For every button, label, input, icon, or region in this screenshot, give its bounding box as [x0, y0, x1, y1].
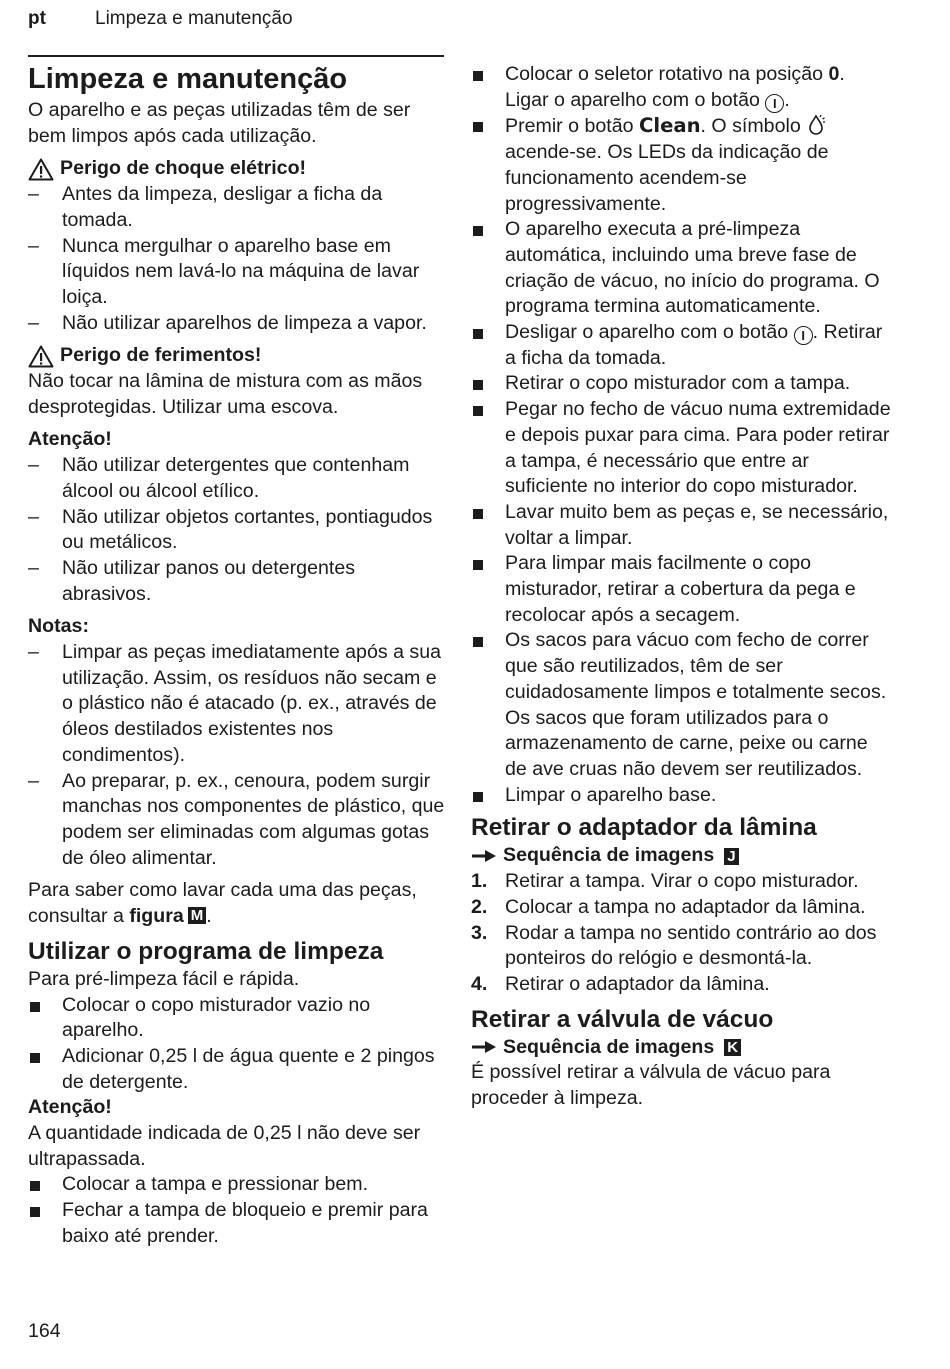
- warning-title: Perigo de ferimentos!: [60, 344, 262, 367]
- list-item: – Nunca mergulhar o aparelho base em líquidos nem lavá-lo na máquina de lavar loiça.: [28, 234, 446, 311]
- injury-warning-text: Não tocar na lâmina de mistura com as mãos desprotegidas. Utilizar uma escova.: [28, 370, 423, 418]
- page-number: 164: [28, 1320, 61, 1342]
- attention-heading: Atenção!: [28, 428, 112, 451]
- position-value: 0: [828, 63, 840, 85]
- step-text: . O símbolo: [700, 115, 801, 138]
- list-item: – Não utilizar detergentes que contenham álcool ou álcool etílico.: [28, 453, 446, 504]
- step-text: Colocar o seletor rotativo na posição: [505, 63, 824, 85]
- list-item: Adicionar 0,25 l de água quente e 2 pingos de detergente.: [28, 1044, 446, 1095]
- step-text-end: .: [784, 88, 790, 111]
- step-text: Retirar a tampa. Virar o copo misturador.: [505, 870, 859, 893]
- language-code: pt: [28, 8, 46, 29]
- numbered-item: [471, 921, 891, 972]
- list-item: Retirar o copo misturador com a tampa.: [471, 371, 891, 397]
- step-number: 4.: [471, 972, 488, 995]
- electric-shock-warning-list: [28, 182, 446, 336]
- injury-warning-heading: [28, 343, 446, 369]
- step-text: . Retirar a ficha da tomada.: [505, 321, 883, 369]
- step-text: . Ligar o aparelho com o botão: [505, 63, 845, 111]
- numbered-item: [471, 972, 891, 998]
- list-item: – Antes da limpeza, desligar a ficha da tomada.: [28, 182, 446, 233]
- image-sequence-reference: [471, 843, 891, 869]
- page-header: [28, 8, 293, 30]
- notes-heading: Notas:: [28, 615, 89, 638]
- arrow-right-icon: [471, 1040, 497, 1054]
- attention-text: A quantidade indicada de 0,25 l não deve ser ultrapassada.: [28, 1122, 421, 1170]
- sequence-letter-badge: K: [724, 1039, 741, 1056]
- list-item: – Não utilizar aparelhos de limpeza a vapor.: [28, 311, 446, 337]
- power-button-icon: I: [794, 326, 813, 345]
- cleaning-steps-list: [28, 993, 446, 1096]
- figure-letter-badge: M: [188, 907, 207, 924]
- electric-shock-warning-heading: [28, 156, 446, 182]
- sequence-label: Sequência de imagens: [503, 844, 715, 867]
- program-steps-list: [471, 62, 891, 808]
- list-item: – Limpar as peças imediatamente após a sua utilização. Assim, os resíduos não secam e o plástico não é atacado (p. ex., através de óleos destilados existentes nos condimentos).: [28, 640, 446, 769]
- figure-reference-text: Para saber como lavar cada uma das peças, consultar a: [28, 879, 417, 928]
- step-text: Desligar o aparelho com o botão: [505, 321, 789, 344]
- clean-button-label: Clean: [638, 114, 701, 138]
- cleaning-drop-icon: [806, 114, 826, 136]
- list-item: Fechar a tampa de bloqueio e premir para baixo até prender.: [28, 1198, 446, 1249]
- list-item: O aparelho executa a pré-limpeza automática, incluindo uma breve fase de criação de vácuo, no início do programa. O programa termina automaticamente.: [471, 217, 891, 320]
- figure-reference: [28, 878, 446, 929]
- sequence-label: Sequência de imagens: [503, 1035, 715, 1058]
- numbered-item: [471, 869, 891, 895]
- list-item: [471, 62, 891, 113]
- notes-list: [28, 640, 446, 871]
- header-rule: [28, 55, 444, 57]
- left-column: [28, 60, 446, 1250]
- step-text: Premir o botão: [505, 115, 634, 138]
- list-item: – Não utilizar objetos cortantes, pontiagudos ou metálicos.: [28, 505, 446, 556]
- step-text: Colocar a tampa no adaptador da lâmina.: [505, 895, 866, 918]
- page-title: Limpeza e manutenção: [28, 63, 348, 95]
- cleaning-program-heading: Utilizar o programa de limpeza: [28, 937, 384, 965]
- header-section-title: Limpeza e manutenção: [95, 8, 293, 29]
- sequence-letter-badge: J: [724, 848, 738, 865]
- warning-title: Perigo de choque elétrico!: [60, 157, 307, 180]
- warning-triangle-icon: [28, 158, 54, 181]
- list-item: – Não utilizar panos ou detergentes abrasivos.: [28, 556, 446, 607]
- attention-heading: Atenção!: [28, 1096, 112, 1119]
- list-item: – Ao preparar, p. ex., cenoura, podem surgir manchas nos componentes de plástico, que podem ser eliminadas com algumas gotas de óleo alimentar.: [28, 769, 446, 872]
- step-number: 3.: [471, 921, 488, 944]
- cleaning-steps-list-2: [28, 1172, 446, 1249]
- step-number: 1.: [471, 870, 488, 893]
- intro-text: O aparelho e as peças utilizadas têm de ser bem limpos após cada utilização.: [28, 99, 411, 147]
- vacuum-valve-heading: Retirar a válvula de vácuo: [471, 1005, 774, 1033]
- image-sequence-reference: [471, 1035, 891, 1061]
- blade-adapter-heading: Retirar o adaptador da lâmina: [471, 814, 817, 842]
- figure-label: figura: [129, 905, 184, 928]
- arrow-right-icon: [471, 849, 497, 863]
- attention-list: [28, 453, 446, 607]
- cleaning-program-subtitle: Para pré-limpeza fácil e rápida.: [28, 967, 300, 990]
- blade-adapter-steps: [471, 869, 891, 998]
- list-item: Pegar no fecho de vácuo numa extremidade e depois puxar para cima. Para poder retirar a tampa, é necessário que entre ar suficiente no interior do copo misturador.: [471, 397, 891, 500]
- power-button-icon: I: [765, 94, 784, 113]
- list-item: Os sacos para vácuo com fecho de correr que são reutilizados, têm de ser cuidadosamente limpos e totalmente secos. Os sacos que foram utilizados para o armazenamento de carne, peixe ou carne de ave cruas não devem ser reutilizados.: [471, 628, 891, 782]
- list-item: Colocar a tampa e pressionar bem.: [28, 1172, 446, 1198]
- figure-reference-end: .: [206, 905, 212, 928]
- list-item: [471, 113, 891, 217]
- right-column: [471, 62, 891, 1112]
- step-text: Rodar a tampa no sentido contrário ao dos ponteiros do relógio e desmontá-la.: [505, 921, 877, 970]
- list-item: Limpar o aparelho base.: [471, 783, 891, 809]
- step-number: 2.: [471, 895, 488, 918]
- list-item: [471, 320, 891, 371]
- vacuum-valve-text: É possível retirar a válvula de vácuo para proceder à limpeza.: [471, 1061, 831, 1110]
- step-text: acende-se. Os LEDs da indicação de funcionamento acendem-se progressivamente.: [505, 141, 829, 215]
- numbered-item: [471, 895, 891, 921]
- list-item: Colocar o copo misturador vazio no aparelho.: [28, 993, 446, 1044]
- list-item: Lavar muito bem as peças e, se necessário, voltar a limpar.: [471, 500, 891, 551]
- list-item: Para limpar mais facilmente o copo misturador, retirar a cobertura da pega e recolocar após a secagem.: [471, 551, 891, 628]
- step-text: Retirar o adaptador da lâmina.: [505, 972, 770, 995]
- warning-triangle-icon: [28, 345, 54, 368]
